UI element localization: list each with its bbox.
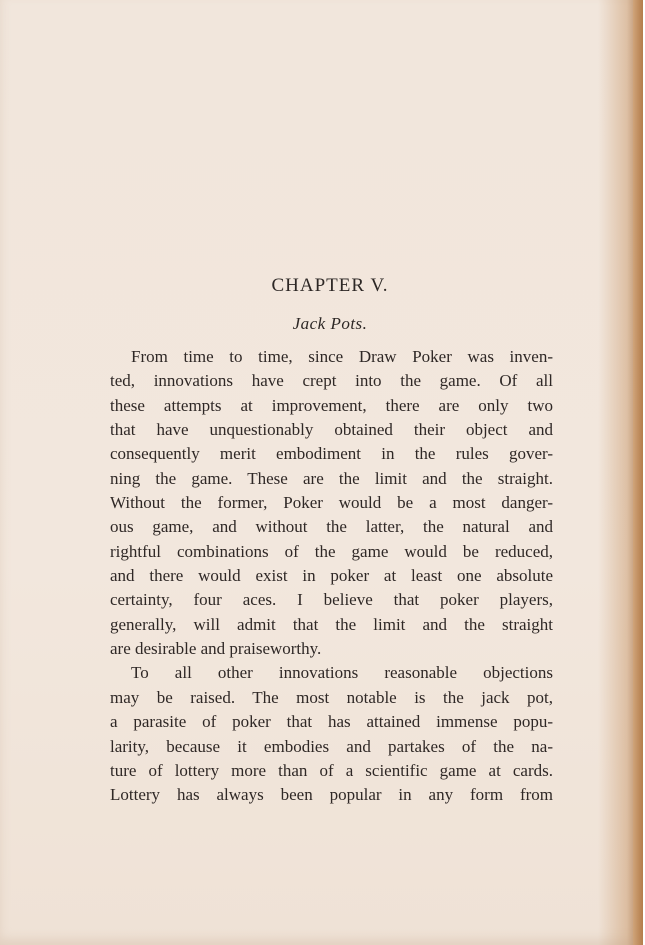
chapter-heading: CHAPTER V. — [271, 275, 389, 296]
text-line: generally, will admit that the limit and the straight — [110, 614, 553, 634]
text-line: ture of lottery more than of a scientific game at cards. — [110, 760, 553, 780]
text-line: From time to time, since Draw Poker was inven- — [131, 347, 553, 366]
text-line: Without the former, Poker would be a most danger- — [110, 493, 553, 513]
body-text — [110, 345, 553, 808]
text-line: ted, innovations have crept into the game. Of all — [110, 371, 553, 391]
text-line: larity, because it embodies and partakes of the na- — [110, 736, 553, 756]
text-line: and there would exist in poker at least one absolute — [110, 566, 553, 586]
text-line: rightful combinations of the game would be reduced, — [110, 541, 553, 561]
text-line: To all other innovations reasonable objections — [131, 663, 553, 683]
text-line: that have unquestionably obtained their object and — [110, 420, 553, 440]
text-line: certainty, four aces. I believe that poker players, — [110, 590, 553, 610]
text-line: Lottery has always been popular in any form from — [110, 785, 553, 805]
paragraph-2 — [110, 661, 553, 807]
paragraph-1 — [110, 345, 553, 661]
text-line: are desirable and praiseworthy. — [110, 639, 322, 659]
text-line: these attempts at improvement, there are only two — [110, 395, 553, 415]
text-line: ning the game. These are the limit and the straight. — [110, 468, 553, 488]
text-line: ous game, and without the latter, the natural and — [110, 517, 553, 537]
text-line: consequently merit embodiment in the rules gover- — [110, 444, 553, 464]
chapter-subtitle: Jack Pots. — [292, 314, 368, 333]
text-line: may be raised. The most notable is the jack pot, — [110, 687, 553, 707]
text-line: a parasite of poker that has attained immense popu- — [110, 712, 553, 732]
page-edge — [633, 0, 643, 945]
